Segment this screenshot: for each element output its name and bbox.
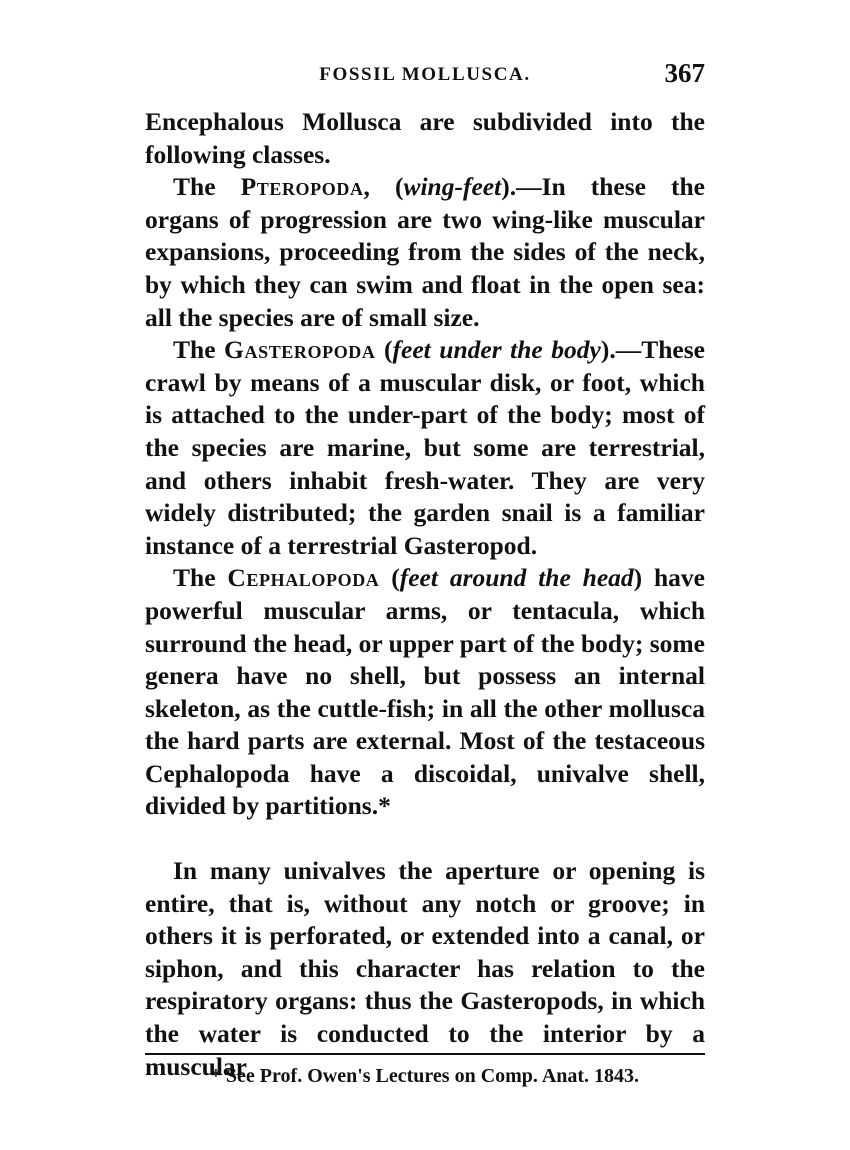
paragraph-gasteropoda <box>145 334 705 562</box>
footnote-rule <box>145 1053 705 1055</box>
cephalopoda-mid: ( <box>379 563 400 593</box>
pteropoda-lead: The <box>173 172 241 202</box>
pteropoda-term: Pteropoda <box>240 172 364 202</box>
body-text <box>145 106 705 1083</box>
cephalopoda-term: Cephalopoda <box>227 563 380 593</box>
gasteropoda-mid: ( <box>375 335 393 365</box>
paragraph-pteropoda <box>145 171 705 334</box>
cephalopoda-text: ) have powerful muscular arms, or tentacula, which surround the head, or upper part of the body; some genera have no shell, but possess an internal skeleton, as the cuttle-fish; in all the other mollusca the hard parts are external. Most of the testaceous Cephalopoda have a discoidal, univalve shell, divided by partitions.* <box>145 563 705 821</box>
gasteropoda-gloss: feet under the body <box>392 335 601 365</box>
running-head <box>145 58 705 92</box>
footnote: * See Prof. Owen's Lectures on Comp. Anat. 1843. <box>210 1065 640 1087</box>
pteropoda-text: ).—In these the organs of progression are two wing-like muscular expansions, proceeding from the sides of the neck, by which they can swim and float in the open sea: all the species are of small size. <box>145 172 705 332</box>
paragraph-intro: Encephalous Mollusca are subdivided into the following classes. <box>145 107 705 169</box>
running-title: FOSSIL MOLLUSCA. <box>319 64 531 85</box>
gasteropoda-lead: The <box>173 335 225 365</box>
paragraph-cephalopoda <box>145 562 705 823</box>
pteropoda-gloss: wing-feet <box>403 172 502 202</box>
cephalopoda-gloss: feet around the head <box>399 563 634 593</box>
gasteropoda-text: ).—These crawl by means of a muscular disk, or foot, which is attached to the under-part of the body; most of the species are marine, but some are terrestrial, and others inhabit fresh-water. They are very widely distributed; the garden snail is a familiar instance of a terrestrial Gasteropod. <box>145 335 705 560</box>
paragraph-univalves: In many univalves the aperture or opening is entire, that is, without any notch or groove; in others it is perforated, or extended into a canal, or siphon, and this character has relation to the respiratory organs: thus the Gasteropods, in which the water is conducted to the interior by a muscular <box>145 856 705 1081</box>
page-number: 367 <box>664 58 705 88</box>
pteropoda-mid: , ( <box>363 172 404 202</box>
cephalopoda-lead: The <box>173 563 228 593</box>
gasteropoda-term: Gasteropoda <box>224 335 376 365</box>
